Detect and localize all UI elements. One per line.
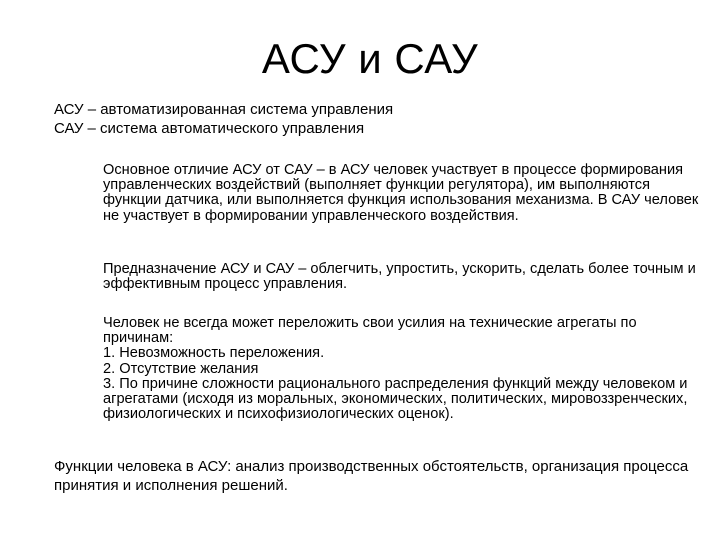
reasons-block xyxy=(103,316,703,422)
paragraph-purpose: Предназначение АСУ и САУ – облегчить, упростить, ускорить, сделать более точным и эффективным процесс управления. xyxy=(103,261,696,293)
reason-item-1: 1. Невозможность переложения. xyxy=(103,345,325,362)
footer-functions-text: Функции человека в АСУ: анализ производственных обстоятельств, организация процесса принятия и исполнения решений. xyxy=(54,458,689,494)
definitions-block xyxy=(54,100,393,138)
paragraph-difference: Основное отличие АСУ от САУ – в АСУ человек участвует в процессе формирования управленческих воздействий (выполняет функции регулятора), им выполняются функции датчика, или выполняется функция использования механизма. В САУ человек не участвует в формировании управленческого воздействия. xyxy=(103,162,699,224)
reason-item-3: 3. По причине сложности рационального распределения функций между человеком и агрегатами (исходя из моральных, экономических, политических, мировоззренческих, физиологических и психофизиологических оценок). xyxy=(103,375,688,423)
slide-title: АСУ и САУ xyxy=(261,35,479,82)
definition-asu: АСУ – автоматизированная система управления xyxy=(54,101,394,118)
definition-sau: САУ – система автоматического управления xyxy=(54,120,365,137)
reasons-intro: Человек не всегда может переложить свои усилия на технические агрегаты по причинам: xyxy=(103,315,637,347)
reason-item-2: 2. Отсутствие желания xyxy=(103,360,259,377)
